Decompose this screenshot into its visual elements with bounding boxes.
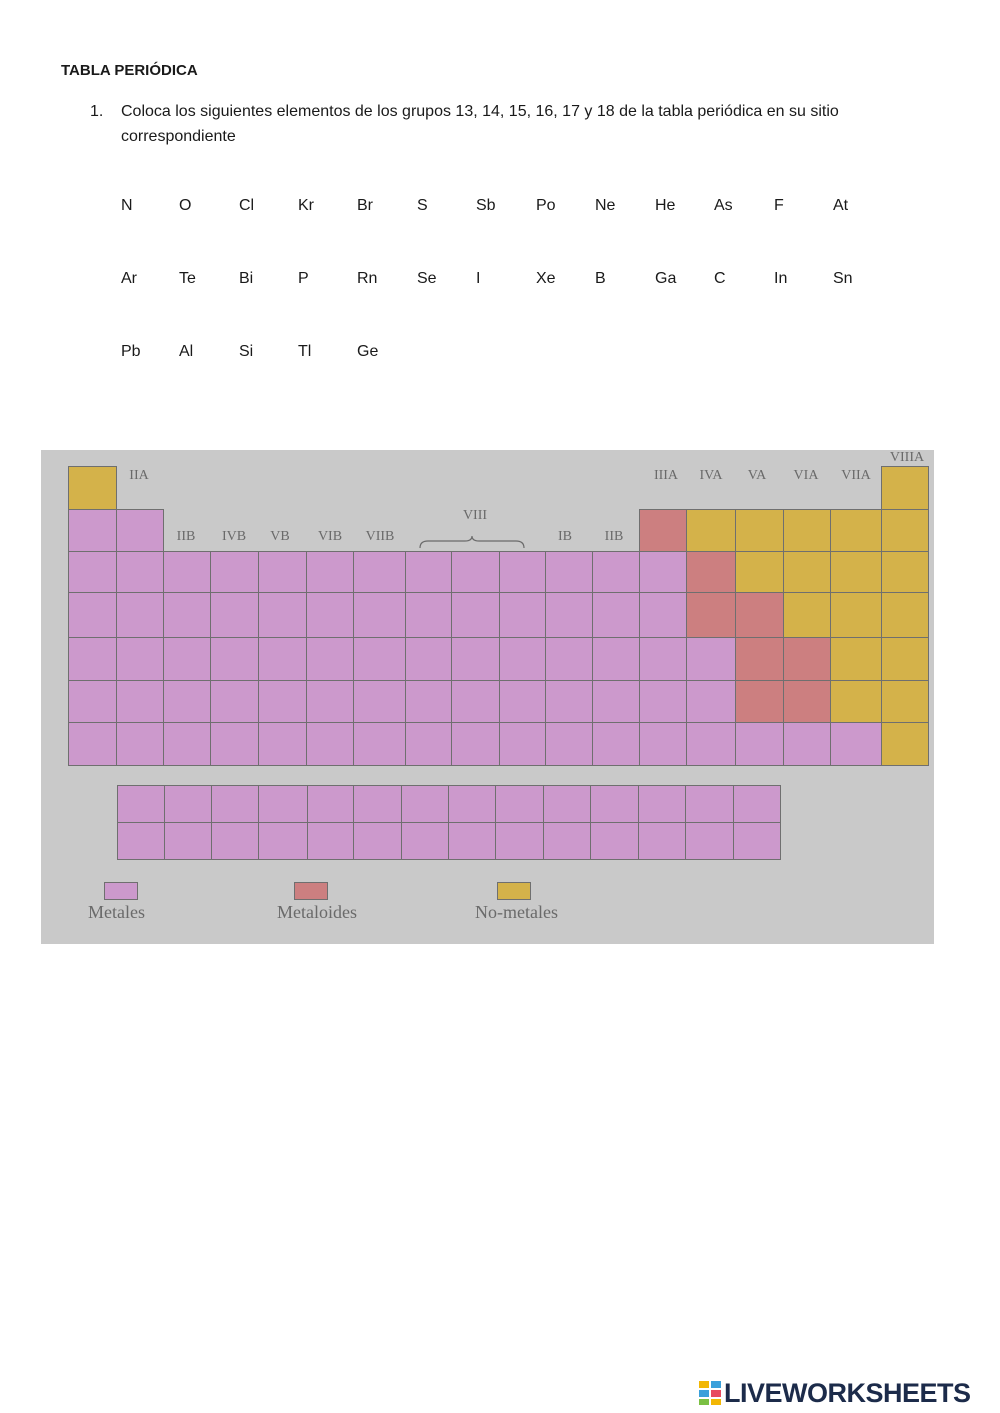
group-label-iib: IIB bbox=[604, 529, 624, 544]
element-symbol: Ar bbox=[121, 270, 137, 287]
element-symbol: Se bbox=[417, 270, 437, 287]
table-cell bbox=[733, 822, 781, 860]
table-cell bbox=[68, 551, 117, 593]
table-cell bbox=[592, 551, 640, 593]
element-symbol: O bbox=[179, 197, 192, 214]
table-cell bbox=[258, 680, 307, 723]
table-cell bbox=[685, 822, 734, 860]
element-symbol: Br bbox=[357, 197, 373, 214]
table-cell bbox=[68, 722, 117, 766]
table-cell bbox=[451, 637, 500, 681]
table-cell bbox=[451, 722, 500, 766]
table-cell bbox=[639, 509, 687, 552]
table-cell bbox=[639, 551, 687, 593]
table-cell bbox=[830, 551, 882, 593]
element-symbol: Al bbox=[179, 343, 194, 360]
group-label-viiia: VIIIA bbox=[889, 450, 925, 465]
table-cell bbox=[499, 722, 546, 766]
element-symbol: Ne bbox=[595, 197, 616, 214]
element-symbol: P bbox=[298, 270, 309, 287]
table-cell bbox=[306, 592, 354, 638]
instruction-number: 1. bbox=[90, 103, 104, 120]
element-symbol: Ge bbox=[357, 343, 379, 360]
table-cell bbox=[68, 592, 117, 638]
table-cell bbox=[881, 637, 929, 681]
table-cell bbox=[881, 551, 929, 593]
group-label-va: VA bbox=[747, 468, 767, 483]
legend-label-metalloids: Metaloides bbox=[277, 902, 357, 922]
element-symbol: Rn bbox=[357, 270, 378, 287]
element-symbol: Te bbox=[179, 270, 196, 287]
table-cell bbox=[686, 722, 736, 766]
element-symbol: N bbox=[121, 197, 133, 214]
table-cell bbox=[258, 637, 307, 681]
table-cell bbox=[783, 722, 831, 766]
element-symbol: Bi bbox=[239, 270, 254, 287]
table-cell bbox=[499, 592, 546, 638]
table-cell bbox=[405, 551, 452, 593]
table-cell bbox=[116, 551, 164, 593]
table-cell bbox=[116, 680, 164, 723]
table-cell bbox=[592, 592, 640, 638]
periodic-table bbox=[41, 450, 934, 944]
group-label-ivb: IVB bbox=[221, 529, 247, 544]
table-cell bbox=[545, 637, 593, 681]
table-cell bbox=[733, 785, 781, 823]
table-cell bbox=[353, 722, 406, 766]
table-cell bbox=[353, 822, 402, 860]
table-cell bbox=[163, 722, 211, 766]
element-symbol: At bbox=[833, 197, 849, 214]
table-cell bbox=[451, 680, 500, 723]
table-cell bbox=[881, 466, 929, 510]
group-label-iia: IIA bbox=[129, 468, 149, 483]
legend-swatch-metals bbox=[104, 882, 138, 900]
table-cell bbox=[353, 680, 406, 723]
group-label-viia: VIIA bbox=[841, 468, 871, 483]
table-cell bbox=[306, 637, 354, 681]
table-cell bbox=[543, 785, 591, 823]
instruction-text: Coloca los siguientes elementos de los grupos 13, 14, 15, 16, 17 y 18 de la tabla periódica en su sitio correspondiente bbox=[121, 103, 839, 145]
element-symbol: Tl bbox=[298, 343, 312, 360]
table-cell bbox=[639, 592, 687, 638]
legend-label-nonmetals: No-metales bbox=[475, 902, 558, 922]
table-cell bbox=[686, 509, 736, 552]
table-cell bbox=[210, 551, 259, 593]
group-label-vb: VB bbox=[270, 529, 290, 544]
group-label-viii: VIII bbox=[462, 508, 488, 523]
table-cell bbox=[117, 785, 165, 823]
table-cell bbox=[164, 785, 212, 823]
table-cell bbox=[545, 592, 593, 638]
group-label-ib: IB bbox=[558, 529, 572, 544]
table-cell bbox=[405, 680, 452, 723]
table-cell bbox=[830, 637, 882, 681]
table-cell bbox=[306, 722, 354, 766]
table-cell bbox=[451, 551, 500, 593]
table-cell bbox=[210, 680, 259, 723]
table-cell bbox=[353, 551, 406, 593]
table-cell bbox=[307, 822, 354, 860]
table-cell bbox=[163, 592, 211, 638]
table-cell bbox=[830, 680, 882, 723]
table-cell bbox=[258, 822, 308, 860]
table-cell bbox=[830, 592, 882, 638]
table-cell bbox=[881, 680, 929, 723]
element-symbol: Pb bbox=[121, 343, 141, 360]
table-cell bbox=[639, 637, 687, 681]
table-cell bbox=[405, 722, 452, 766]
group-viii-brace bbox=[418, 534, 526, 550]
table-cell bbox=[210, 592, 259, 638]
table-cell bbox=[353, 637, 406, 681]
table-cell bbox=[258, 551, 307, 593]
table-cell bbox=[735, 592, 784, 638]
table-cell bbox=[735, 509, 784, 552]
table-cell bbox=[68, 637, 117, 681]
table-cell bbox=[735, 637, 784, 681]
liveworksheets-logo-icon bbox=[698, 1380, 722, 1406]
table-cell bbox=[163, 637, 211, 681]
table-cell bbox=[211, 822, 259, 860]
table-cell bbox=[685, 785, 734, 823]
table-cell bbox=[545, 722, 593, 766]
element-symbol: Xe bbox=[536, 270, 556, 287]
element-symbol: B bbox=[595, 270, 606, 287]
table-cell bbox=[164, 822, 212, 860]
element-symbol: As bbox=[714, 197, 733, 214]
table-cell bbox=[590, 785, 639, 823]
element-symbol: C bbox=[714, 270, 726, 287]
table-cell bbox=[306, 551, 354, 593]
element-symbol: Kr bbox=[298, 197, 314, 214]
table-cell bbox=[881, 722, 929, 766]
table-cell bbox=[783, 551, 831, 593]
table-cell bbox=[258, 785, 308, 823]
table-cell bbox=[592, 722, 640, 766]
table-cell bbox=[499, 637, 546, 681]
table-cell bbox=[116, 592, 164, 638]
table-cell bbox=[735, 551, 784, 593]
legend-label-metals: Metales bbox=[88, 902, 145, 922]
table-cell bbox=[401, 822, 449, 860]
table-cell bbox=[590, 822, 639, 860]
table-cell bbox=[258, 722, 307, 766]
table-cell bbox=[210, 637, 259, 681]
table-cell bbox=[117, 822, 165, 860]
table-cell bbox=[592, 680, 640, 723]
table-cell bbox=[499, 680, 546, 723]
legend-swatch-nonmetals bbox=[497, 882, 531, 900]
table-cell bbox=[495, 785, 544, 823]
table-cell bbox=[638, 822, 686, 860]
table-cell bbox=[543, 822, 591, 860]
table-cell bbox=[495, 822, 544, 860]
group-label-iiib: IIB bbox=[176, 529, 196, 544]
table-cell bbox=[210, 722, 259, 766]
table-cell bbox=[405, 637, 452, 681]
table-cell bbox=[405, 592, 452, 638]
table-cell bbox=[353, 592, 406, 638]
table-cell bbox=[448, 822, 496, 860]
table-cell bbox=[499, 551, 546, 593]
table-cell bbox=[401, 785, 449, 823]
table-cell bbox=[881, 509, 929, 552]
table-cell bbox=[686, 637, 736, 681]
element-symbol: S bbox=[417, 197, 428, 214]
element-symbol: Si bbox=[239, 343, 254, 360]
table-cell bbox=[451, 592, 500, 638]
liveworksheets-logo bbox=[698, 1378, 994, 1408]
table-cell bbox=[163, 680, 211, 723]
page-title: TABLA PERIÓDICA bbox=[61, 62, 198, 79]
table-cell bbox=[735, 722, 784, 766]
table-cell bbox=[783, 637, 831, 681]
table-cell bbox=[686, 592, 736, 638]
group-label-vib: VIB bbox=[317, 529, 343, 544]
table-cell bbox=[639, 722, 687, 766]
table-cell bbox=[545, 551, 593, 593]
element-symbol: He bbox=[655, 197, 676, 214]
table-cell bbox=[116, 722, 164, 766]
table-cell bbox=[68, 466, 117, 510]
element-symbol: Po bbox=[536, 197, 556, 214]
table-cell bbox=[258, 592, 307, 638]
table-cell bbox=[881, 592, 929, 638]
table-cell bbox=[735, 680, 784, 723]
liveworksheets-logo-text: LIVEWORKSHEETS bbox=[724, 1378, 971, 1408]
table-cell bbox=[545, 680, 593, 723]
table-cell bbox=[783, 680, 831, 723]
table-cell bbox=[211, 785, 259, 823]
table-cell bbox=[307, 785, 354, 823]
table-cell bbox=[68, 509, 117, 552]
element-symbol: Sn bbox=[833, 270, 853, 287]
element-symbol: Ga bbox=[655, 270, 677, 287]
table-cell bbox=[68, 680, 117, 723]
element-symbol: In bbox=[774, 270, 788, 287]
group-label-via: VIA bbox=[793, 468, 819, 483]
group-label-iiia: IIIA bbox=[653, 468, 679, 483]
table-cell bbox=[448, 785, 496, 823]
legend-swatch-metalloids bbox=[294, 882, 328, 900]
element-symbol: I bbox=[476, 270, 481, 287]
table-cell bbox=[116, 637, 164, 681]
element-symbol: Cl bbox=[239, 197, 255, 214]
table-cell bbox=[783, 509, 831, 552]
table-cell bbox=[830, 509, 882, 552]
group-label-iva: IVA bbox=[699, 468, 723, 483]
table-cell bbox=[830, 722, 882, 766]
table-cell bbox=[638, 785, 686, 823]
table-cell bbox=[639, 680, 687, 723]
group-label-viib: VIIB bbox=[365, 529, 395, 544]
table-cell bbox=[306, 680, 354, 723]
table-cell bbox=[163, 551, 211, 593]
table-cell bbox=[353, 785, 402, 823]
table-cell bbox=[686, 680, 736, 723]
table-cell bbox=[116, 509, 164, 552]
table-cell bbox=[686, 551, 736, 593]
table-cell bbox=[783, 592, 831, 638]
element-symbol: Sb bbox=[476, 197, 496, 214]
element-symbol: F bbox=[774, 197, 784, 214]
table-cell bbox=[592, 637, 640, 681]
